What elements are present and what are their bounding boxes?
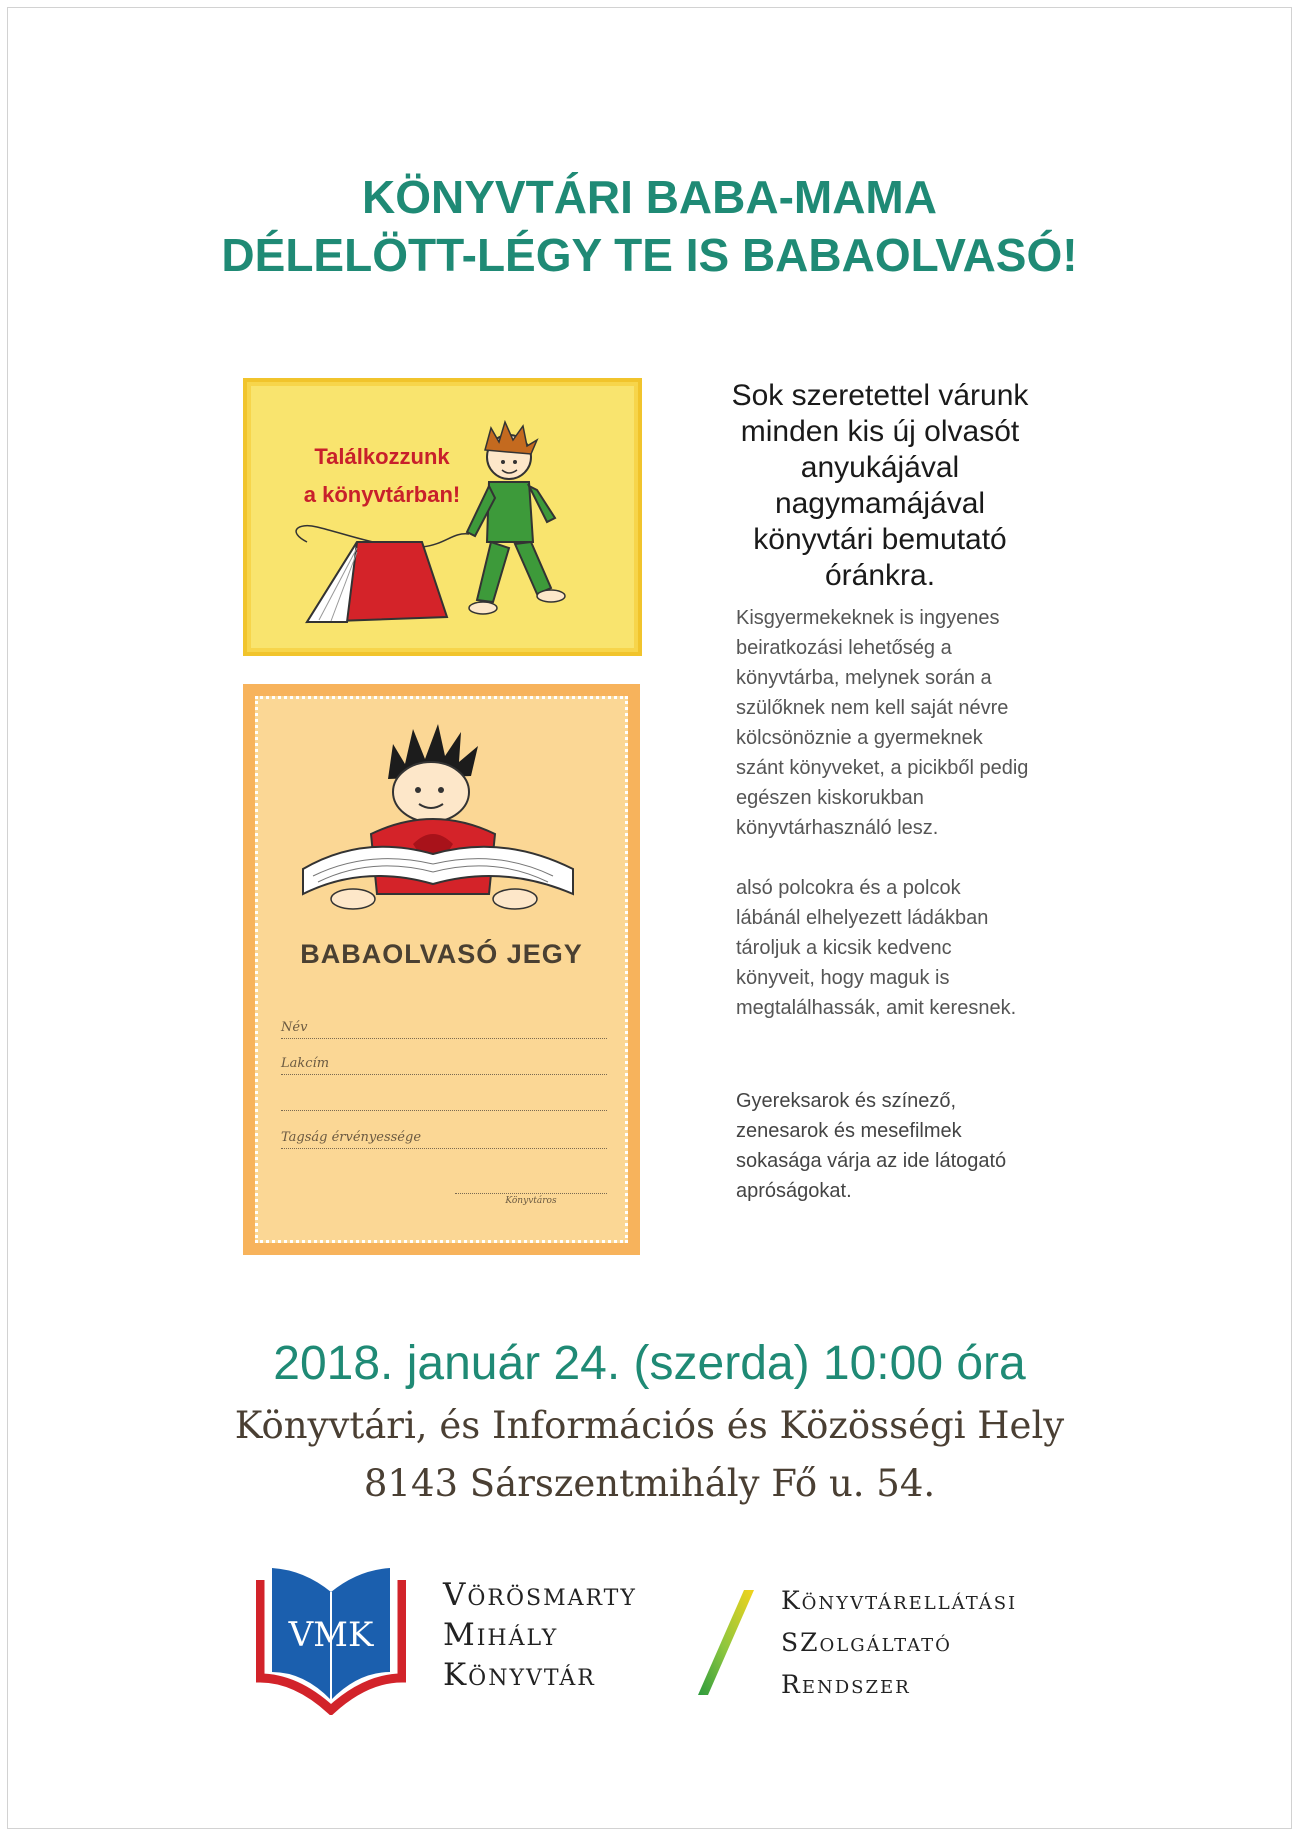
vmk-name-line: Mihály xyxy=(443,1617,559,1653)
venue-name: Könyvtári, és Információs és Közösségi Hely xyxy=(234,1404,1065,1447)
reading-boy-illustration xyxy=(243,684,640,934)
ticket-field-validity: Tagság érvényessége xyxy=(281,1130,607,1149)
vmk-book-logo-icon xyxy=(256,1560,406,1715)
paragraph-kids-corner xyxy=(736,1086,1076,1206)
vmk-name-line: Vörösmarty xyxy=(443,1577,637,1613)
para-line: szülőknek nem kell saját névre xyxy=(736,697,1009,719)
para-line: sokasága várja az ide látogató xyxy=(736,1150,1007,1172)
para-line: tároljuk a kicsik kedvenc xyxy=(736,937,952,959)
ticket-field-address: Lakcím xyxy=(281,1056,607,1075)
ksr-slash-logo-icon xyxy=(696,1590,756,1695)
intro-text xyxy=(690,378,1070,594)
title-line-1: KÖNYVTÁRI BABA-MAMA xyxy=(362,171,937,223)
ksr-system-name xyxy=(781,1580,1017,1706)
para-line: zenesarok és mesefilmek xyxy=(736,1120,962,1142)
intro-line: minden kis új olvasót xyxy=(740,415,1020,448)
para-line: apróságokat. xyxy=(736,1180,852,1202)
intro-line: nagymamájával xyxy=(774,487,986,520)
babaolvaso-ticket-image xyxy=(243,684,640,1255)
vmk-library-name xyxy=(443,1575,637,1695)
para-line: könyvtárhasználó lesz. xyxy=(736,817,939,839)
intro-line: Sok szeretettel várunk xyxy=(731,379,1029,412)
intro-line: óránkra. xyxy=(824,559,936,592)
intro-line: anyukájával xyxy=(800,451,960,484)
para-line: alsó polcokra és a polcok xyxy=(736,877,961,899)
event-venue xyxy=(0,1397,1299,1513)
para-line: Kisgyermekeknek is ingyenes xyxy=(736,607,1000,629)
para-line: megtalálhassák, amit keresnek. xyxy=(736,997,1017,1019)
meet-line-2: a könyvtárban! xyxy=(303,482,461,507)
intro-line: könyvtári bemutató xyxy=(753,523,1007,556)
venue-address: 8143 Sárszentmihály Fő u. 54. xyxy=(363,1462,936,1505)
ticket-signature: Könyvtáros xyxy=(455,1193,607,1206)
meet-card-image xyxy=(243,378,642,656)
poster-title xyxy=(0,168,1299,284)
meet-line-1: Találkozzunk xyxy=(314,444,450,469)
para-line: egészen kiskorukban xyxy=(736,787,924,809)
ksr-name-line: Rendszer xyxy=(781,1670,911,1699)
ksr-name-line: Könyvtárellátási xyxy=(781,1586,1018,1615)
ticket-field-blank xyxy=(281,1092,607,1111)
para-line: könyvtárba, melynek során a xyxy=(736,667,992,689)
vmk-mark-text: VMK xyxy=(288,1615,374,1655)
para-line: beiratkozási lehetőség a xyxy=(736,637,952,659)
para-line: kölcsönöznie a gyermeknek xyxy=(736,727,983,749)
para-line: Gyereksarok és színező, xyxy=(736,1090,957,1112)
paragraph-registration xyxy=(736,603,1076,843)
para-line: szánt könyveket, a picikből pedig xyxy=(736,757,1029,779)
event-datetime: 2018. január 24. (szerda) 10:00 óra xyxy=(273,1337,1026,1390)
paragraph-shelves xyxy=(736,873,1076,1023)
ticket-field-name: Név xyxy=(281,1020,607,1039)
tent-book-boy-illustration xyxy=(247,382,638,652)
title-line-2: DÉLELÖTT-LÉGY TE IS BABAOLVASÓ! xyxy=(221,229,1078,281)
para-line: könyveit, hogy maguk is xyxy=(736,967,950,989)
para-line: lábánál elhelyezett ládákban xyxy=(736,907,989,929)
vmk-name-line: Könyvtár xyxy=(443,1657,596,1693)
ksr-name-line: SZolgáltató xyxy=(781,1628,952,1657)
ticket-title: BABAOLVASÓ JEGY xyxy=(300,939,583,969)
